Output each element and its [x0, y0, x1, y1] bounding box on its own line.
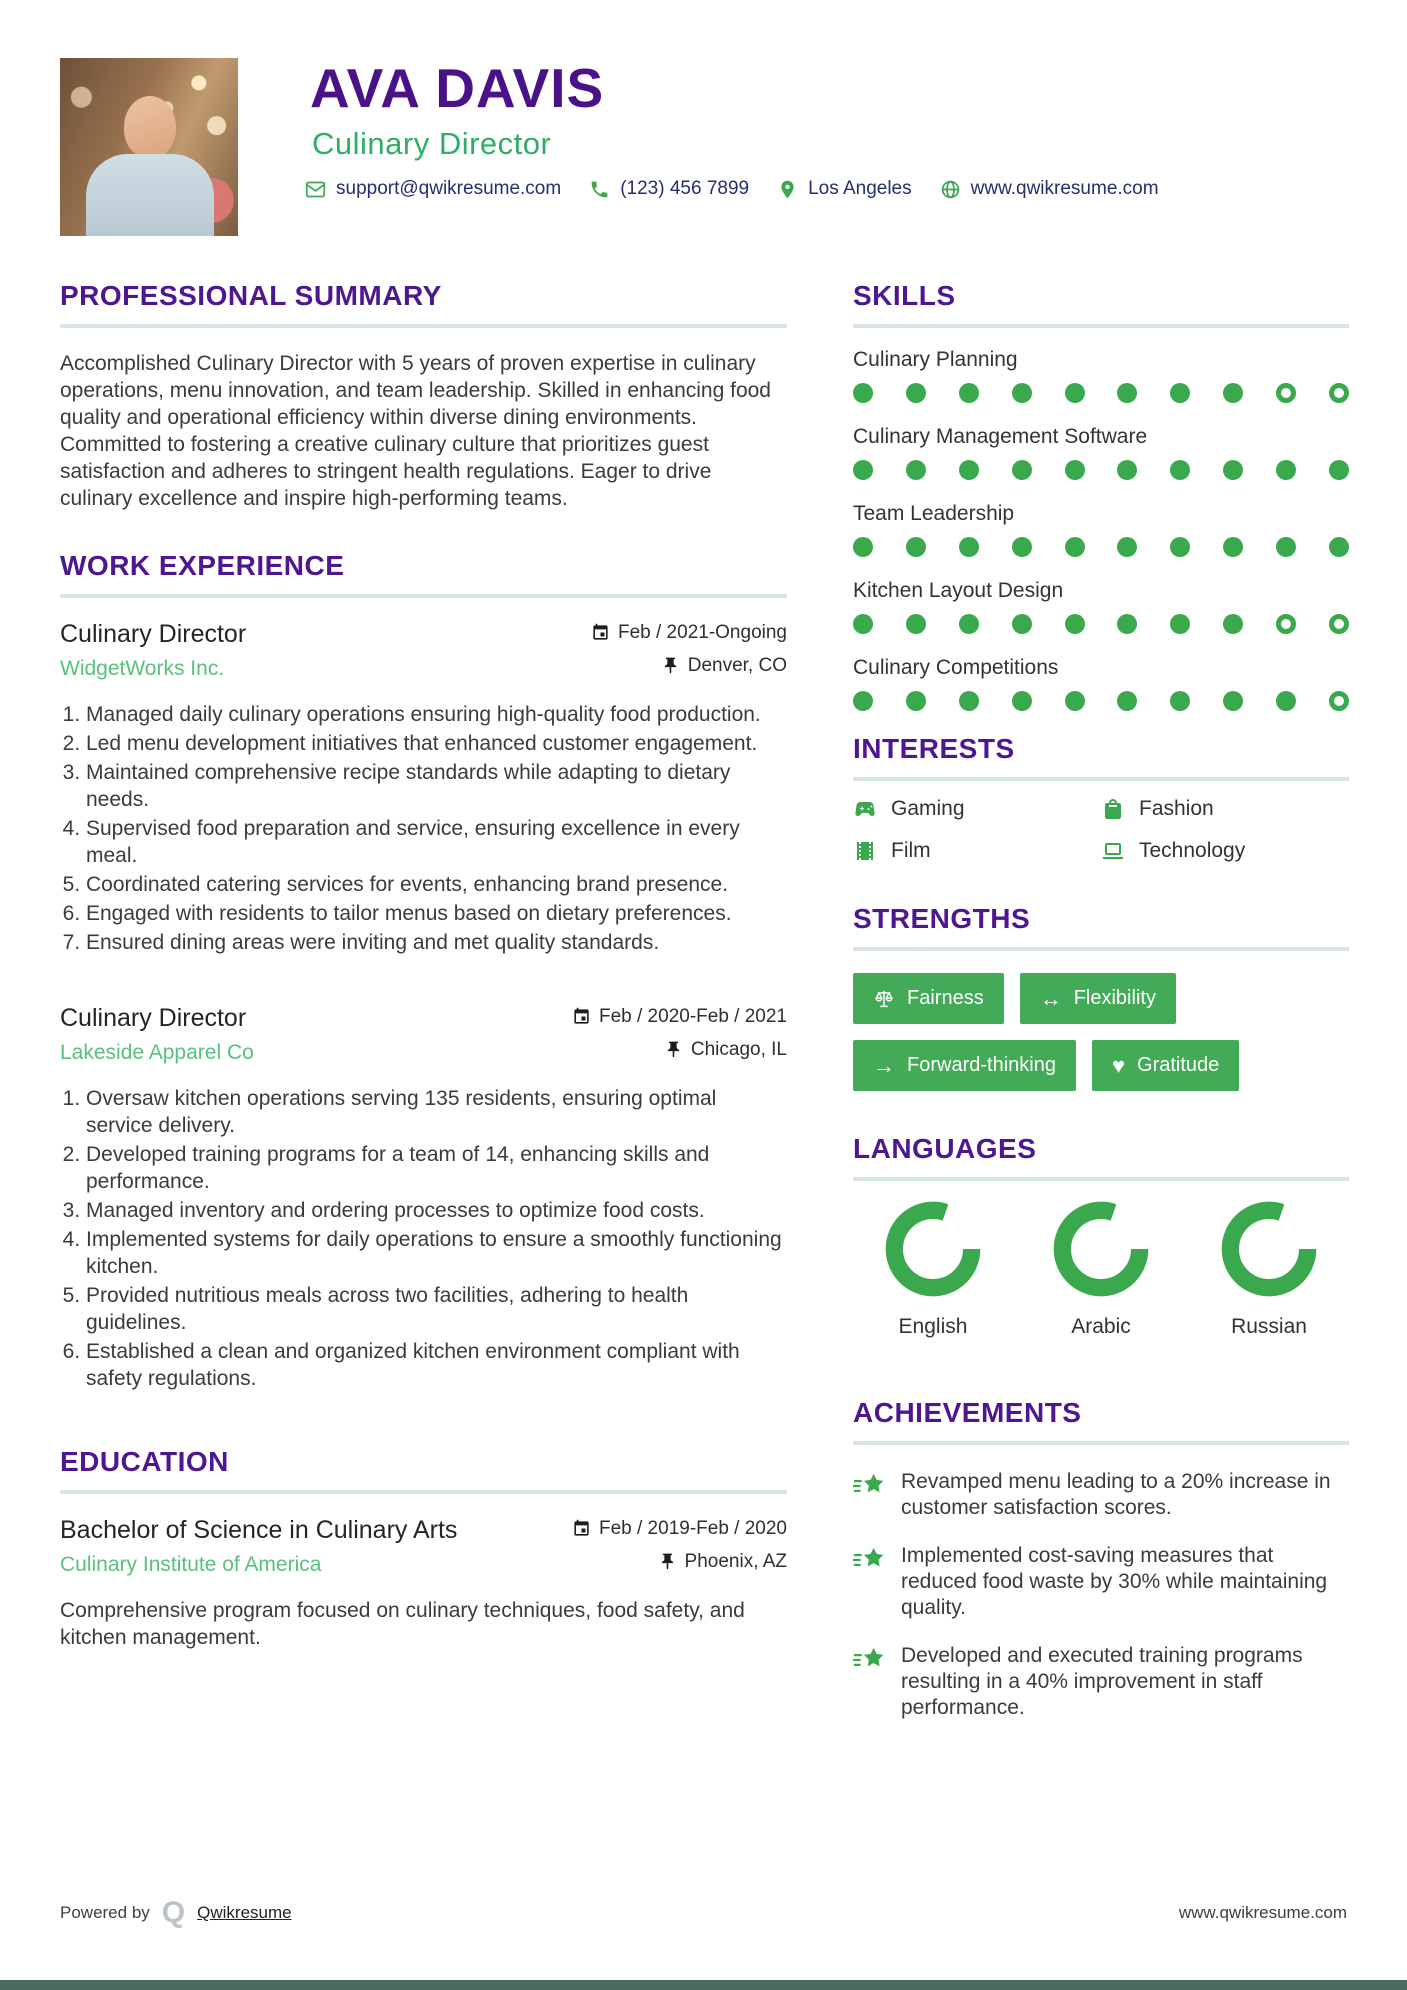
skill-dot-filled: [1329, 537, 1349, 557]
strength-forward-thinking: [853, 1040, 1076, 1091]
job-bullet: 5. Provided nutritious meals across two facilities, adhering to health guidelines.: [86, 1282, 787, 1336]
skill-dot-filled: [1117, 460, 1137, 480]
right-column: [853, 280, 1349, 1743]
job-bullet: 2. Developed training programs for a team of 14, enhancing skills and performance.: [86, 1141, 787, 1195]
skill-dot-filled: [1065, 614, 1085, 634]
candidate-name: AVA DAVIS: [310, 57, 605, 119]
job-title: Culinary Director: [60, 1004, 247, 1032]
languages-list: [853, 1201, 1349, 1339]
education-entry: [60, 1516, 787, 1651]
languages-heading: LANGUAGES: [853, 1133, 1037, 1164]
skill-name: Kitchen Layout Design: [853, 579, 1064, 602]
job-bullet: 4. Implemented systems for daily operations to ensure a smoothly functioning kitchen.: [86, 1226, 787, 1280]
candidate-title: Culinary Director: [312, 126, 552, 161]
skill-rating-dots: [853, 383, 1349, 403]
strength-label: Forward-thinking: [907, 1054, 1056, 1076]
job-dates: [591, 622, 787, 644]
job-title: Culinary Director: [60, 620, 247, 648]
language-name: English: [898, 1315, 968, 1338]
job-location: [664, 1039, 787, 1061]
skill-dot-open: [1329, 614, 1349, 634]
footer-website[interactable]: www.qwikresume.com: [1178, 1903, 1347, 1922]
skill-dot-filled: [959, 383, 979, 403]
skill-dot-filled: [1012, 460, 1032, 480]
job-location-text: Chicago, IL: [690, 1038, 787, 1060]
work-experience-section: [60, 550, 787, 1392]
skill-dot-filled: [853, 460, 873, 480]
job-bullet: 3. Managed inventory and ordering processes to optimize food costs.: [86, 1197, 787, 1224]
language-level-ring: [1053, 1201, 1149, 1297]
skill-name: Team Leadership: [853, 502, 1015, 525]
globe-icon: [940, 179, 961, 200]
skill-dot-filled: [853, 383, 873, 403]
contact-phone[interactable]: [589, 178, 761, 200]
summary-section: [60, 280, 787, 512]
skill-rating-dots: [853, 614, 1349, 634]
calendar-icon: [572, 1519, 591, 1538]
skill-dot-filled: [906, 691, 926, 711]
interests-section: [853, 733, 1349, 863]
contact-email-text: support@qwikresume.com: [336, 178, 562, 199]
strengths-heading: STRENGTHS: [853, 903, 1031, 934]
interest-gaming: [853, 797, 1101, 821]
strengths-section: [853, 903, 1349, 1091]
skill-dot-filled: [906, 383, 926, 403]
strength-gratitude: [1092, 1040, 1239, 1091]
achievement-text: Developed and executed training programs resulting in a 40% improvement in staff performance.: [901, 1644, 1303, 1719]
section-divider: [60, 1490, 787, 1494]
achievement-text: Implemented cost-saving measures that reduced food waste by 30% while maintaining quality.: [901, 1544, 1328, 1619]
strength-fairness: [853, 973, 1004, 1024]
summary-text: Accomplished Culinary Director with 5 years of proven expertise in culinary operations, menu innovation, and team leadership. Skilled in enhancing food quality and operational efficiency within diverse dining environments. Committed to fostering a creative culinary culture that prioritizes guest satisfaction and adheres to stringent health regulations. Eager to drive culinary excellence and inspire high-performing teams.: [60, 352, 771, 510]
job-location: [661, 655, 787, 677]
education-dates: [572, 1518, 787, 1540]
location-pin-icon: [777, 179, 798, 200]
skill-dot-filled: [1170, 460, 1190, 480]
skill-name: Culinary Management Software: [853, 425, 1148, 448]
achievements-list: [853, 1469, 1349, 1721]
section-divider: [853, 324, 1349, 328]
skill-dot-filled: [959, 460, 979, 480]
pushpin-icon: [664, 1040, 683, 1059]
strength-flexibility: [1020, 973, 1176, 1024]
skill-dot-filled: [1012, 383, 1032, 403]
skill-dot-filled: [853, 537, 873, 557]
language-item: [863, 1201, 1003, 1339]
skill-dot-filled: [1223, 537, 1243, 557]
powered-by-text: Powered by: [60, 1903, 150, 1922]
strength-chips: [853, 973, 1349, 1091]
contact-email[interactable]: [305, 178, 573, 200]
calendar-icon: [591, 623, 610, 642]
language-name: Arabic: [1071, 1315, 1131, 1338]
contact-row: [305, 178, 1171, 200]
contact-location-text: Los Angeles: [808, 178, 912, 199]
job-bullet: 1. Oversaw kitchen operations serving 135 residents, ensuring optimal service delivery.: [86, 1085, 787, 1139]
language-level-ring: [1221, 1201, 1317, 1297]
skill-dot-filled: [1012, 614, 1032, 634]
pushpin-icon: [661, 656, 680, 675]
film-strip-icon: [853, 839, 877, 863]
shooting-star-icon: [853, 1471, 887, 1501]
interest-technology: [1101, 839, 1349, 863]
skill-dot-filled: [959, 691, 979, 711]
achievement-item: [853, 1643, 1349, 1721]
job-bullet: 2. Led menu development initiatives that enhanced customer engagement.: [86, 730, 787, 757]
skill-dot-filled: [853, 691, 873, 711]
skill-dot-filled: [1065, 691, 1085, 711]
job-bullet: 6. Engaged with residents to tailor menus based on dietary preferences.: [86, 900, 787, 927]
qwikresume-logo: Q: [161, 1896, 186, 1929]
job-dates-text: Feb / 2020-Feb / 2021: [598, 1005, 787, 1027]
education-section: [60, 1446, 787, 1651]
gamepad-icon: [853, 797, 877, 821]
skill-dot-filled: [1170, 537, 1190, 557]
interests-grid: [853, 797, 1349, 863]
language-level-ring: [885, 1201, 981, 1297]
language-item: [1199, 1201, 1339, 1339]
job-bullet: 3. Maintained comprehensive recipe standards while adapting to dietary needs.: [86, 759, 787, 813]
skill-dot-filled: [1065, 383, 1085, 403]
education-description: Comprehensive program focused on culinary techniques, food safety, and kitchen management.: [60, 1599, 745, 1649]
skill-name: Culinary Competitions: [853, 656, 1059, 679]
job-company: WidgetWorks Inc.: [60, 657, 225, 680]
section-divider: [853, 947, 1349, 951]
job-bullet: 6. Established a clean and organized kitchen environment compliant with safety regulations.: [86, 1338, 787, 1392]
skill-dot-filled: [1276, 537, 1296, 557]
achievement-text: Revamped menu leading to a 20% increase in customer satisfaction scores.: [901, 1470, 1331, 1519]
interest-fashion: [1101, 797, 1349, 821]
skill-dot-filled: [1223, 383, 1243, 403]
skill-dot-filled: [1276, 460, 1296, 480]
strength-label: Flexibility: [1073, 987, 1156, 1009]
left-column: [60, 280, 787, 1651]
school-name: Culinary Institute of America: [60, 1553, 322, 1576]
skill-dot-filled: [1117, 537, 1137, 557]
skill-dot-filled: [1012, 691, 1032, 711]
skill-dot-filled: [906, 460, 926, 480]
strength-label: Fairness: [907, 987, 984, 1009]
education-dates-text: Feb / 2019-Feb / 2020: [598, 1517, 787, 1539]
skill-item: [853, 656, 1349, 711]
contact-website-text: www.qwikresume.com: [970, 178, 1159, 199]
left-right-arrow-icon: ↔: [1039, 985, 1062, 1011]
qwikresume-link[interactable]: Qwikresume: [197, 1903, 292, 1922]
footer: [60, 1898, 1347, 1928]
education-location-text: Phoenix, AZ: [684, 1550, 787, 1572]
skill-dot-filled: [1170, 614, 1190, 634]
skill-rating-dots: [853, 537, 1349, 557]
skill-name: Culinary Planning: [853, 348, 1018, 371]
skill-dot-filled: [1170, 691, 1190, 711]
skill-item: [853, 579, 1349, 634]
profile-photo: [60, 58, 238, 236]
laptop-icon: [1101, 839, 1125, 863]
job-entry-1: [60, 620, 787, 956]
skill-dot-filled: [1117, 614, 1137, 634]
skill-dot-open: [1329, 383, 1349, 403]
skill-dot-filled: [1012, 537, 1032, 557]
interest-label: Technology: [1139, 839, 1246, 862]
education-location: [658, 1551, 787, 1573]
achievements-section: [853, 1397, 1349, 1721]
shooting-star-icon: [853, 1545, 887, 1575]
section-divider: [853, 777, 1349, 781]
interest-film: [853, 839, 1101, 863]
job-location-text: Denver, CO: [687, 654, 787, 676]
shopping-bag-icon: [1101, 797, 1125, 821]
strength-label: Gratitude: [1137, 1054, 1220, 1076]
phone-icon: [589, 179, 610, 200]
section-divider: [60, 594, 787, 598]
contact-phone-text: (123) 456 7899: [620, 178, 750, 199]
interest-label: Film: [891, 839, 931, 862]
skill-dot-filled: [1117, 691, 1137, 711]
job-bullet: 7. Ensured dining areas were inviting and met quality standards.: [86, 929, 787, 956]
achievements-heading: ACHIEVEMENTS: [853, 1397, 1082, 1428]
heart-icon: ♥: [1111, 1052, 1126, 1078]
skill-dot-filled: [1065, 460, 1085, 480]
language-item: [1031, 1201, 1171, 1339]
job-dates-text: Feb / 2021-Ongoing: [617, 621, 787, 643]
skills-section: [853, 280, 1349, 711]
job-dates: [572, 1006, 787, 1028]
section-divider: [853, 1177, 1349, 1181]
job-bullet-list: [60, 701, 787, 956]
right-arrow-icon: →: [873, 1052, 895, 1078]
skill-dot-filled: [959, 614, 979, 634]
job-bullet-list: [60, 1085, 787, 1392]
skill-dot-filled: [1223, 691, 1243, 711]
section-divider: [853, 1441, 1349, 1445]
contact-website[interactable]: [940, 178, 1171, 200]
envelope-icon: [305, 179, 326, 200]
job-bullet: 1. Managed daily culinary operations ensuring high-quality food production.: [86, 701, 787, 728]
skill-rating-dots: [853, 460, 1349, 480]
summary-heading: PROFESSIONAL SUMMARY: [60, 280, 442, 311]
calendar-icon: [572, 1007, 591, 1026]
skill-dot-filled: [1065, 537, 1085, 557]
skill-item: [853, 348, 1349, 403]
degree-title: Bachelor of Science in Culinary Arts: [60, 1516, 458, 1544]
languages-section: [853, 1133, 1349, 1339]
achievement-item: [853, 1543, 1349, 1621]
pushpin-icon: [658, 1552, 677, 1571]
skill-rating-dots: [853, 691, 1349, 711]
work-heading: WORK EXPERIENCE: [60, 550, 345, 581]
skill-dot-filled: [959, 537, 979, 557]
skill-dot-filled: [853, 614, 873, 634]
skills-heading: SKILLS: [853, 280, 956, 311]
skill-dot-filled: [1276, 691, 1296, 711]
powered-by: [60, 1898, 292, 1928]
skill-dot-filled: [1170, 383, 1190, 403]
skill-dot-open: [1276, 383, 1296, 403]
balance-scale-icon: [873, 988, 895, 1010]
skill-item: [853, 502, 1349, 557]
language-name: Russian: [1231, 1315, 1307, 1338]
job-entry-2: [60, 1004, 787, 1392]
job-bullet: 4. Supervised food preparation and service, ensuring excellence in every meal.: [86, 815, 787, 869]
contact-location: [777, 178, 924, 200]
skill-dot-filled: [1329, 460, 1349, 480]
skill-dot-filled: [1223, 460, 1243, 480]
skills-list: [853, 348, 1349, 711]
job-company: Lakeside Apparel Co: [60, 1041, 254, 1064]
skill-dot-filled: [906, 614, 926, 634]
skill-dot-open: [1276, 614, 1296, 634]
skill-dot-open: [1329, 691, 1349, 711]
education-heading: EDUCATION: [60, 1446, 229, 1477]
skill-item: [853, 425, 1349, 480]
job-bullet: 5. Coordinated catering services for events, enhancing brand presence.: [86, 871, 787, 898]
interest-label: Fashion: [1139, 797, 1214, 820]
shooting-star-icon: [853, 1645, 887, 1675]
skill-dot-filled: [1117, 383, 1137, 403]
interest-label: Gaming: [891, 797, 965, 820]
skill-dot-filled: [1223, 614, 1243, 634]
bottom-accent-bar: [0, 1980, 1407, 1990]
section-divider: [60, 324, 787, 328]
achievement-item: [853, 1469, 1349, 1521]
interests-heading: INTERESTS: [853, 733, 1015, 764]
skill-dot-filled: [906, 537, 926, 557]
